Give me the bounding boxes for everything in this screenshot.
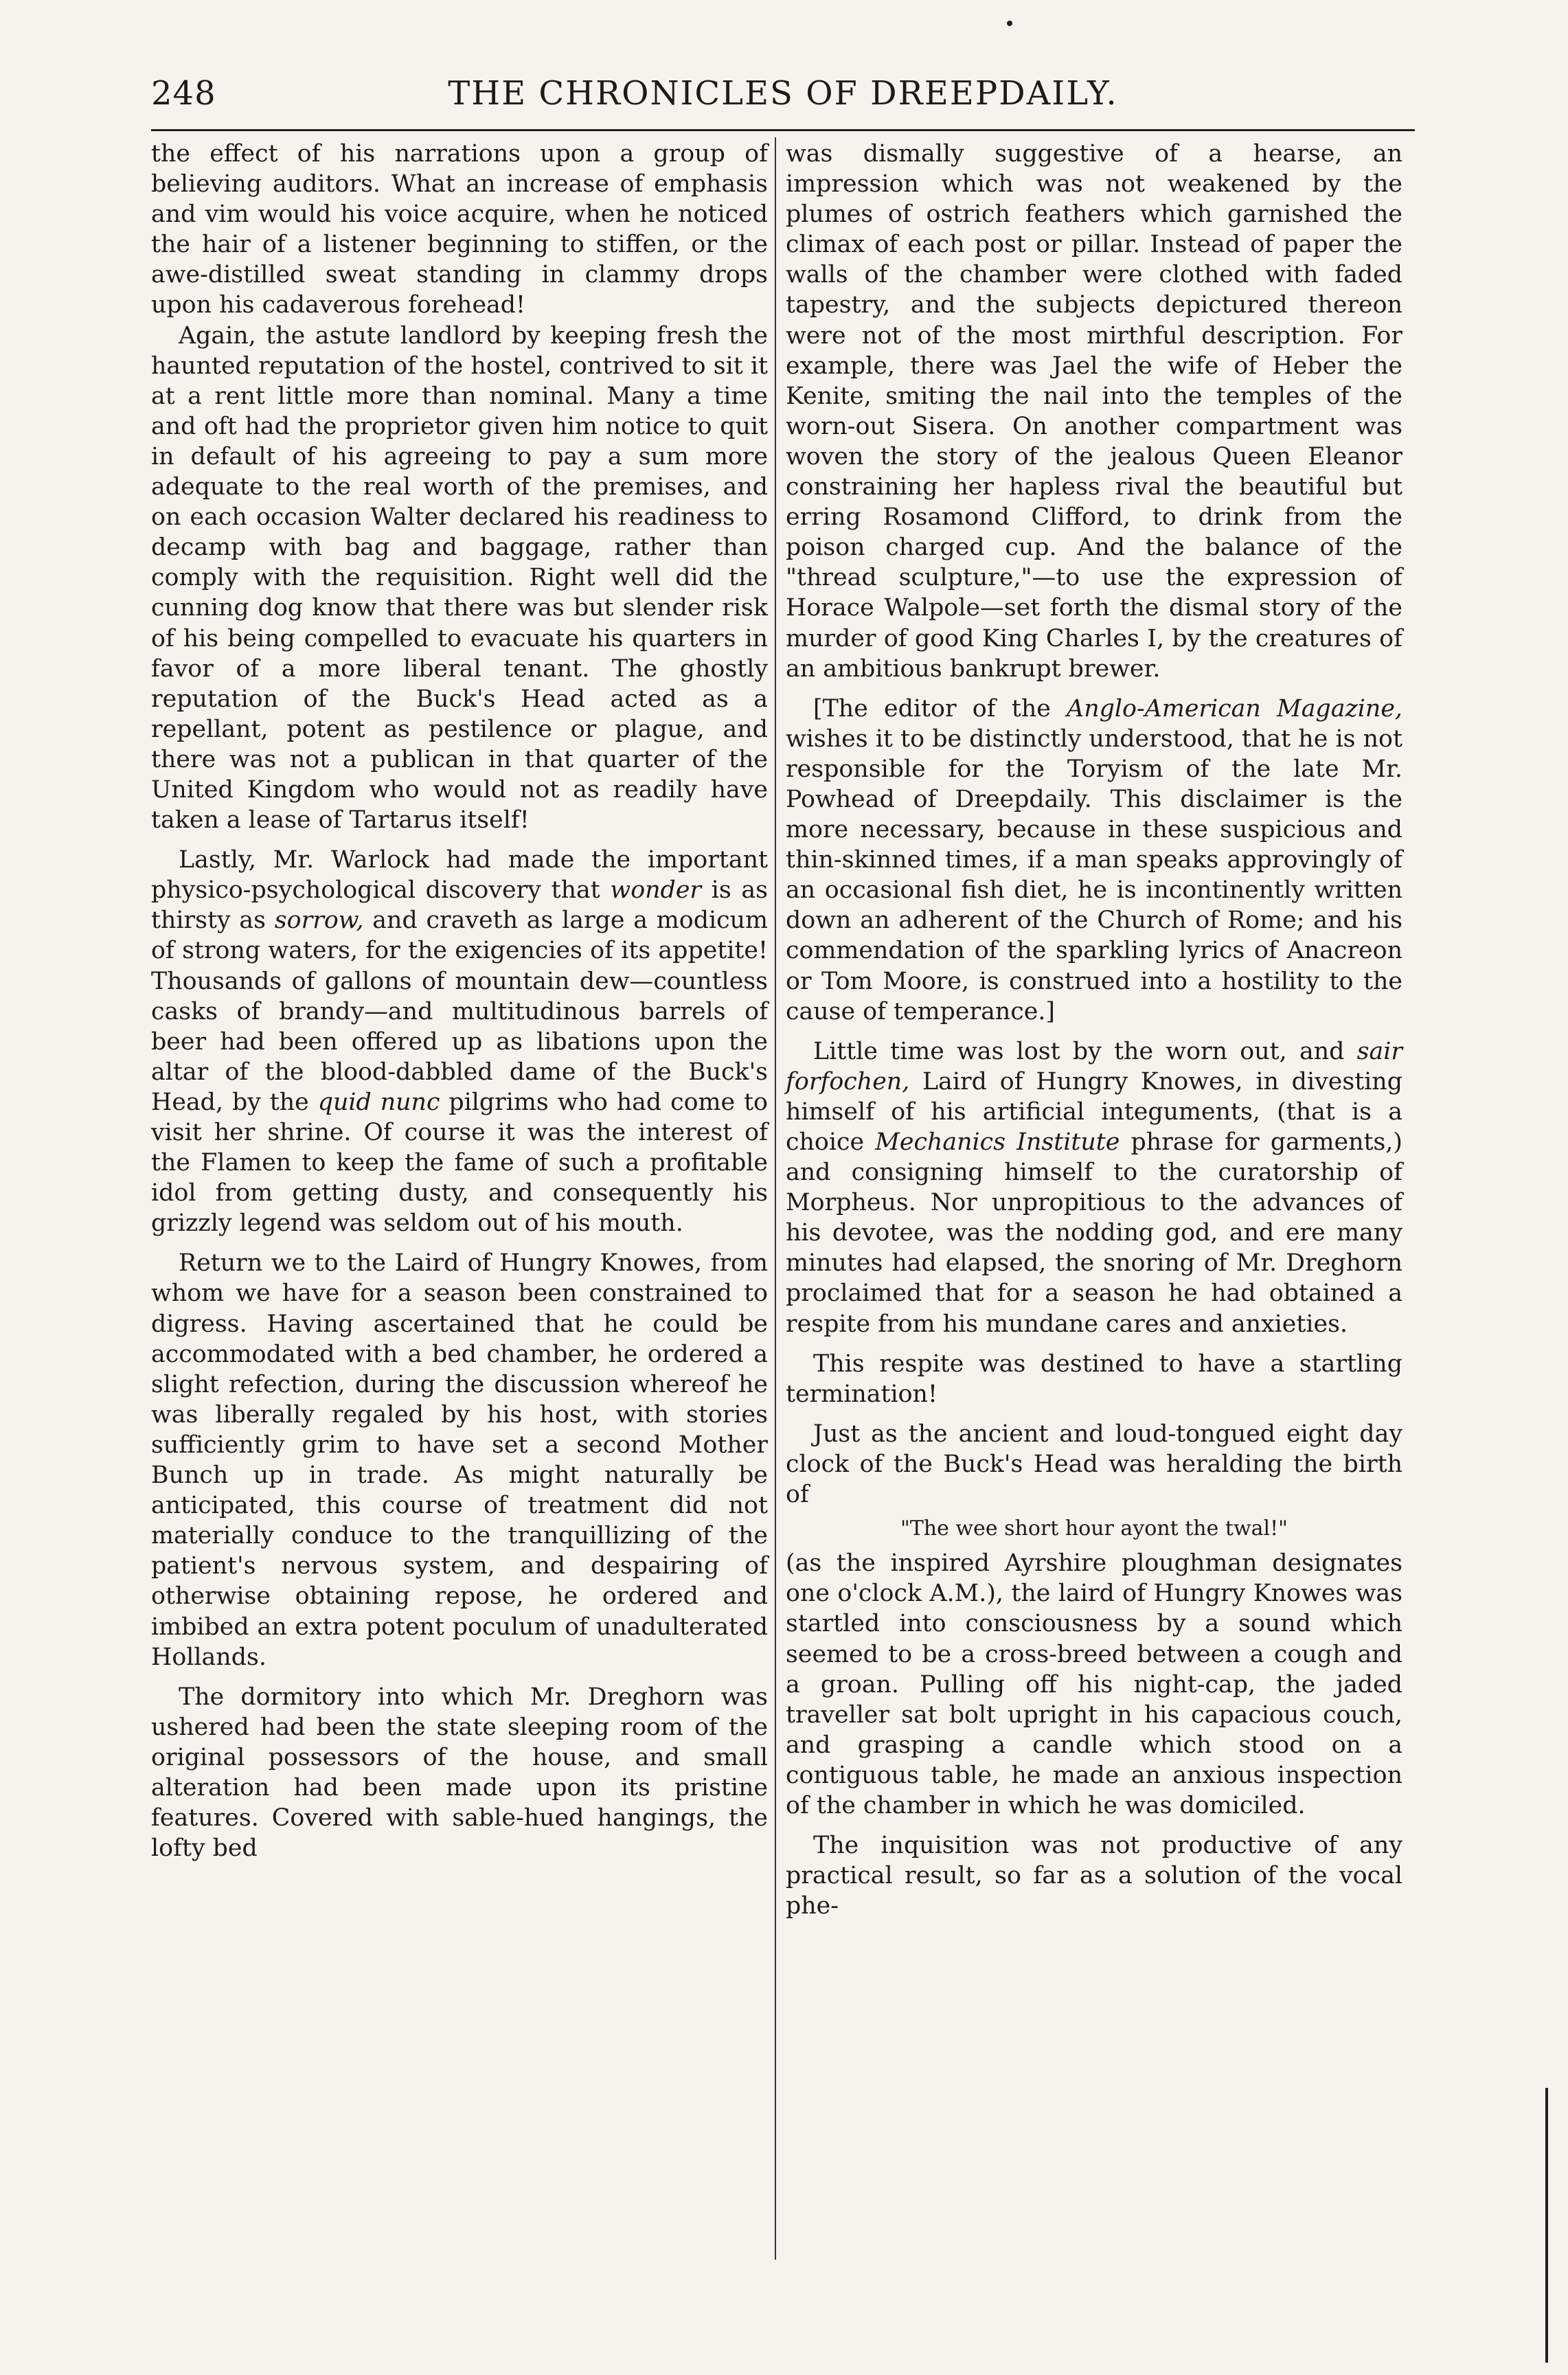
page-edge-line <box>1545 2088 1548 2363</box>
right-paragraph-2: [The editor of the Anglo-American Magazine, wishes it to be distinctly understood, that he is not responsible for the Toryism of the late Mr. Powhead of Dreepdaily. This disclaimer is the more necessary, because in these suspicious and thin-skinned times, if a man speaks approvingly of an occasional fish diet, he is incontinently written down an adherent of the Church of Rome; and his commendation of the sparkling lyrics of Anacreon or Tom Moore, is construed into a hostility to the cause of temperance.] <box>786 694 1402 1025</box>
right-paragraph-6: (as the inspired Ayrshire ploughman designates one o'clock A.M.), the laird of Hungry Knowes was startled into consciousness by a sound which seemed to be a cross-breed between a cough and a groan. Pulling off his night-cap, the jaded traveller sat bolt upright in his capacious couch, and grasping a candle which stood on a contiguous table, he made an anxious inspection of the chamber in which he was domiciled. <box>786 1549 1402 1819</box>
left-paragraph-4: Return we to the Laird of Hungry Knowes, from whom we have for a season been constrained to digress. Having ascertained that he could be accommodated with a bed chamber, he ordered a slight refection, during the discussion whereof he was liberally regaled by his host, with stories sufficiently grim to have set a second Mother Bunch up in trade. As might naturally be anticipated, this course of treatment did not materially conduce to the tranquillizing of the patient's nervous system, and despairing of otherwise obtaining repose, he ordered and imbibed an extra potent poculum of unadulterated Hollands. <box>151 1249 768 1671</box>
header-rule <box>151 129 1415 131</box>
right-paragraph-4: This respite was destined to have a startling termination! <box>786 1350 1402 1408</box>
verse-quote: "The wee short hour ayont the twal!" <box>900 1516 1288 1541</box>
print-mark <box>1007 21 1012 26</box>
left-paragraph-3: Lastly, Mr. Warlock had made the important physico-psychological discovery that wonder is as thirsty as sorrow, and craveth as large a modicum of strong waters, for the exigencies of its appetite! Thousands of gallons of mountain dew—countless casks of brandy—and multitudinous barrels of beer had been offered up as libations upon the altar of the blood-dabbled dame of the Buck's Head, by the quid nunc pilgrims who had come to visit her shrine. Of course it was the interest of the Flamen to keep the fame of such a profitable idol from getting dusty, and consequently his grizzly legend was seldom out of his mouth. <box>151 846 768 1238</box>
left-paragraph-2: Again, the astute landlord by keeping fresh the haunted reputation of the hostel, contrived to sit it at a rent little more than nominal. Many a time and oft had the proprietor given him notice to quit in default of his agreeing to pay a sum more adequate to the real worth of the premises, and on each occasion Walter declared his readiness to decamp with bag and baggage, rather than comply with the requisition. Right well did the cunning dog know that there was but slender risk of his being compelled to evacuate his quarters in favor of a more liberal tenant. The ghostly reputation of the Buck's Head acted as a repellant, potent as pestilence or plague, and there was not a publican in that quarter of the United Kingdom who would not as readily have taken a lease of Tartarus itself! <box>151 321 768 834</box>
right-column <box>786 139 1402 1921</box>
left-column <box>151 139 768 1863</box>
right-paragraph-3: Little time was lost by the worn out, and sair forfochen, Laird of Hungry Knowes, in divesting himself of his artificial integuments, (that is a choice Mechanics Institute phrase for garments,) and consigning himself to the curatorship of Morpheus. Nor unpropitious to the advances of his devotee, was the nodding god, and ere many minutes had elapsed, the snoring of Mr. Dreghorn proclaimed that for a season he had obtained a respite from his mundane cares and anxieties. <box>786 1037 1402 1338</box>
column-divider <box>775 137 776 2260</box>
right-paragraph-5: Just as the ancient and loud-tongued eight day clock of the Buck's Head was heralding the birth of <box>786 1420 1402 1509</box>
running-title: THE CHRONICLES OF DREEPDAILY. <box>448 74 1118 113</box>
right-paragraph-7: The inquisition was not productive of any practical result, so far as a solution of the vocal phe- <box>786 1832 1402 1920</box>
left-paragraph-5: The dormitory into which Mr. Dreghorn was ushered had been the state sleeping room of the original possessors of the house, and small alteration had been made upon its pristine features. Covered with sable-hued hangings, the lofty bed <box>151 1683 768 1863</box>
page-number: 248 <box>151 74 216 113</box>
page-header <box>151 74 1415 122</box>
left-paragraph-1: the effect of his narrations upon a group of believing auditors. What an increase of emphasis and vim would his voice acquire, when he noticed the hair of a listener beginning to stiffen, or the awe-distilled sweat standing in clammy drops upon his cadaverous forehead! <box>151 140 768 319</box>
right-paragraph-1: was dismally suggestive of a hearse, an impression which was not weakened by the plumes of ostrich feathers which garnished the climax of each post or pillar. Instead of paper the walls of the chamber were clothed with faded tapestry, and the subjects depictured thereon were not of the most mirthful description. For example, there was Jael the wife of Heber the Kenite, smiting the nail into the temples of the worn-out Sisera. On another compartment was woven the story of the jealous Queen Eleanor constraining her hapless rival the beautiful but erring Rosamond Clifford, to drink from the poison charged cup. And the balance of the "thread sculpture,"—to use the expression of Horace Walpole—set forth the dismal story of the murder of good King Charles I, by the creatures of an ambitious bankrupt brewer. <box>786 140 1402 683</box>
